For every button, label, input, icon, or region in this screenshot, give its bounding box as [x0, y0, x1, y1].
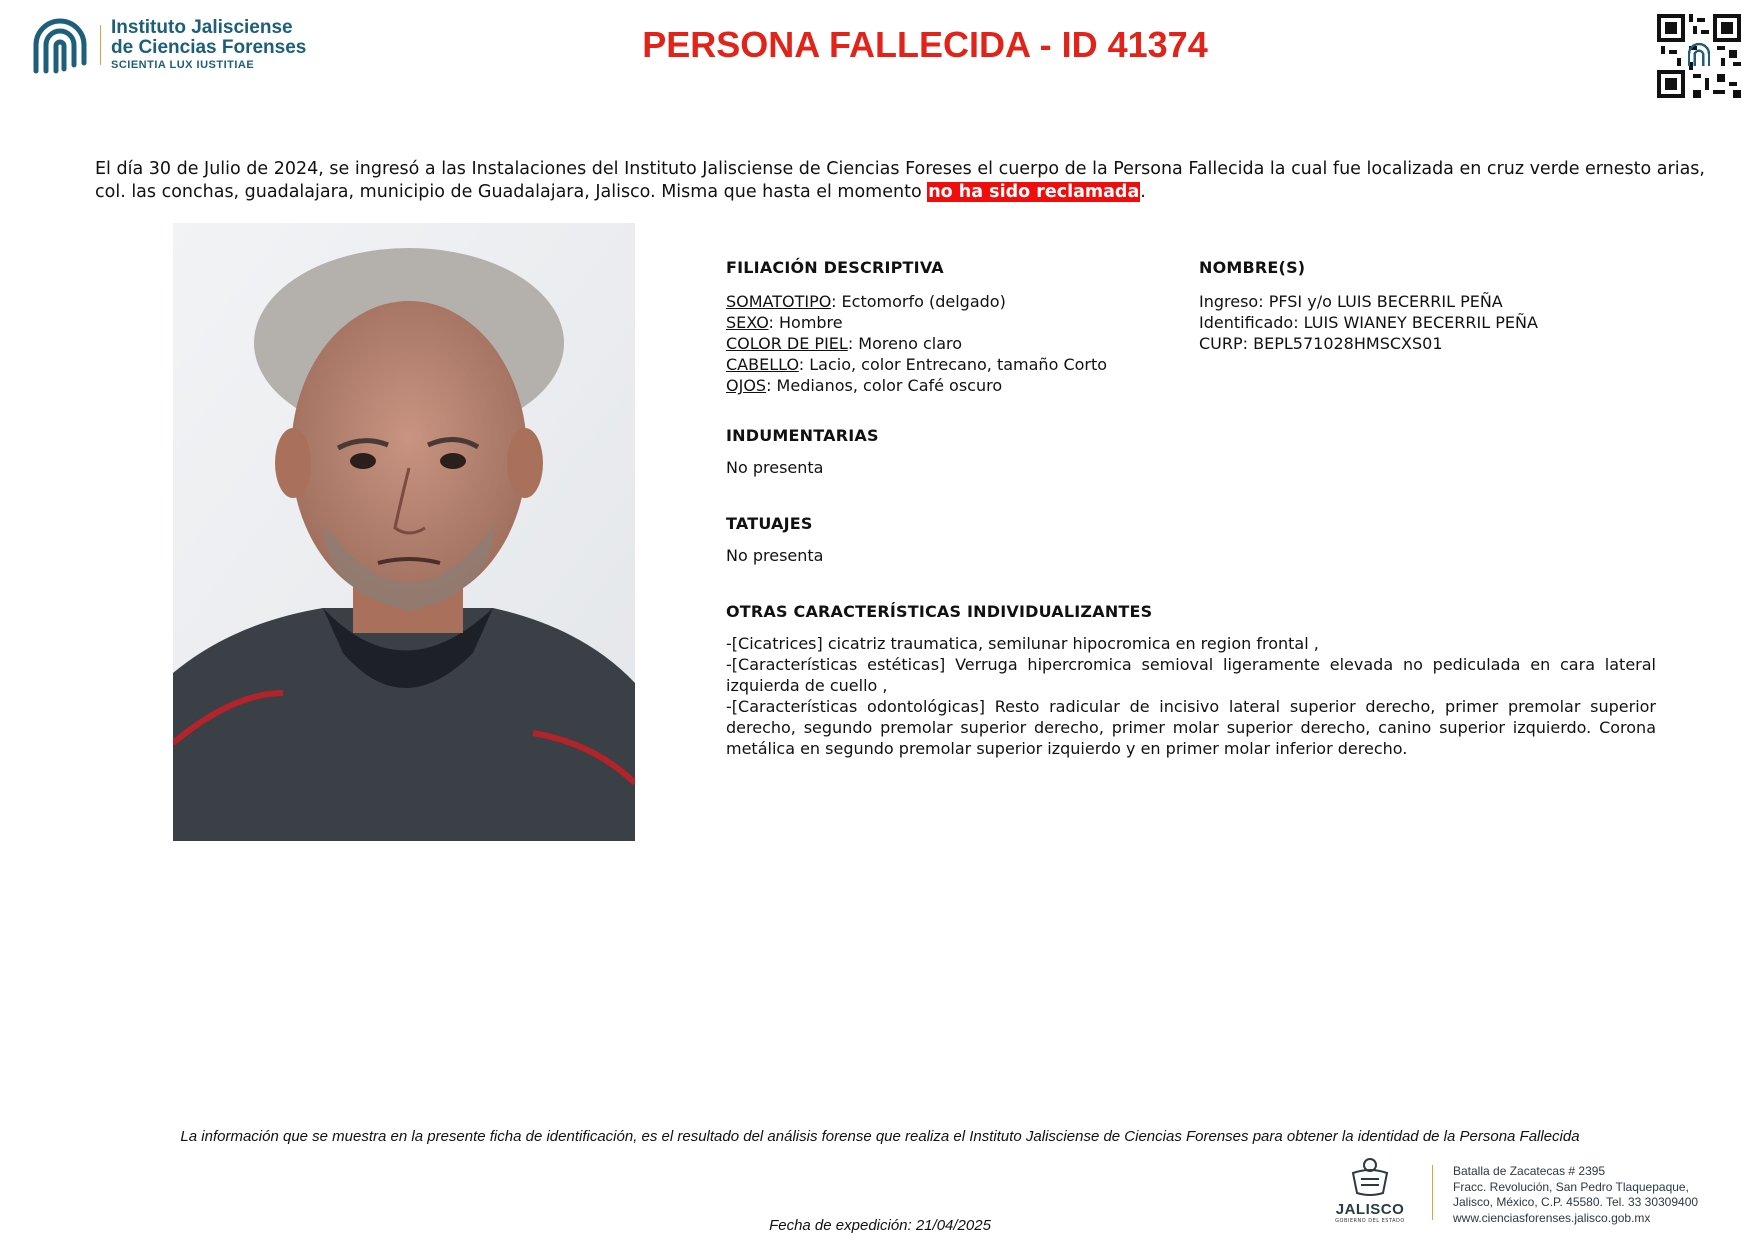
issue-date: Fecha de expedición: 21/04/2025 [769, 1217, 991, 1234]
logo-motto: SCIENTIA LUX IUSTITIAE [111, 59, 255, 72]
institute-logo [28, 10, 338, 80]
otras-heading: OTRAS CARACTERÍSTICAS INDIVIDUALIZANTES [726, 602, 1153, 621]
tatuajes-value: No presenta [726, 546, 824, 565]
filiacion-item [726, 354, 1656, 375]
nombres-heading: NOMBRE(S) [1199, 258, 1306, 277]
cabello-label: CABELLO [726, 355, 799, 374]
logo-name-line2: de Ciencias Forenses [111, 37, 307, 59]
jalisco-sub: GOBIERNO DEL ESTADO [1335, 1218, 1405, 1224]
otras-item-cicatrices: -[Cicatrices] cicatriz traumatica, semilunar hipocromica en region frontal , [726, 634, 1319, 653]
address-line: Jalisco, México, C.P. 45580. Tel. 33 30309400 [1453, 1195, 1699, 1209]
indumentarias-section [726, 426, 1656, 478]
nombre-ingreso: Ingreso: PFSI y/o LUIS BECERRIL PEÑA [1199, 292, 1503, 311]
jalisco-emblem-icon [1347, 1155, 1393, 1197]
logo-name-line1: Instituto Jalisciense [111, 17, 293, 39]
fingerprint-logo-icon [28, 13, 92, 77]
sexo-value: : Hombre [768, 313, 843, 332]
otras-item-esteticas: -[Características estéticas] Verruga hipercromica semioval ligeramente elevada no pediculada en cara lateral izquierda de cuello , [726, 655, 1656, 695]
status-highlight: no ha sido reclamada [928, 182, 1140, 202]
otras-section [726, 602, 1656, 759]
somatotipo-label: SOMATOTIPO [726, 292, 832, 311]
filiacion-heading: FILIACIÓN DESCRIPTIVA [726, 258, 944, 277]
jalisco-logo [1330, 1155, 1410, 1230]
sexo-label: SEXO [726, 313, 769, 332]
indumentarias-heading: INDUMENTARIAS [726, 426, 879, 445]
ojos-value: : Medianos, color Café oscuro [766, 376, 1003, 395]
somatotipo-value: : Ectomorfo (delgado) [831, 292, 1006, 311]
address-line: Fracc. Revolución, San Pedro Tlaquepaque, [1453, 1179, 1689, 1194]
nombre-identificado: Identificado: LUIS WIANEY BECERRIL PEÑA [1199, 313, 1538, 332]
names-column [1199, 258, 1679, 354]
indumentarias-value: No presenta [726, 458, 824, 477]
page-title: PERSONA FALLECIDA - ID 41374 [642, 24, 1208, 65]
otras-list [726, 633, 1656, 759]
ojos-label: OJOS [726, 376, 767, 395]
cabello-value: : Lacio, color Entrecano, tamaño Corto [798, 355, 1108, 374]
curp: CURP: BEPL571028HMSCXS01 [1199, 334, 1443, 353]
color-piel-value: : Moreno claro [847, 334, 963, 353]
tatuajes-section [726, 514, 1656, 566]
otras-item-odontologicas: -[Características odontológicas] Resto radicular de incisivo lateral superior derecho, primer premolar superior derecho, segundo premolar superior derecho, primer molar superior derecho, canino superior izquierdo. Corona metálica en segundo premolar superior izquierdo y en primer molar inferior derecho. [726, 697, 1656, 758]
address-line: Batalla de Zacatecas # 2395 [1453, 1164, 1606, 1178]
disclaimer-text: La información que se muestra en la presente ficha de identificación, es el resultado del análisis forense que realiza el Instituto Jalisciense de Ciencias Forenses para obtener la identidad de la Persona Fallecida [180, 1128, 1580, 1145]
website-link[interactable]: www.cienciasforenses.jalisco.gob.mx [1453, 1210, 1651, 1225]
footer-divider [1432, 1165, 1433, 1220]
nombres-list [1199, 291, 1679, 354]
portrait-image [173, 223, 635, 841]
filiacion-item [726, 375, 1656, 396]
intro-paragraph [95, 158, 1705, 204]
intro-text: El día 30 de Julio de 2024, se ingresó a las Instalaciones del Instituto Jalisciense de Ciencias Foreses el cuerpo de la Persona Fallecida la cual fue localizada en cruz verde ernesto arias, col. las conchas, guadalajara, municipio de Guadalajara, Jalisco. Misma que hasta el momento [95, 159, 1705, 202]
qr-code-icon[interactable] [1657, 14, 1741, 98]
address-block [1453, 1164, 1698, 1226]
intro-end: . [1140, 182, 1146, 202]
tatuajes-heading: TATUAJES [726, 514, 813, 533]
jalisco-name: JALISCO [1335, 1201, 1405, 1218]
color-piel-label: COLOR DE PIEL [726, 334, 848, 353]
person-photo [173, 223, 635, 841]
